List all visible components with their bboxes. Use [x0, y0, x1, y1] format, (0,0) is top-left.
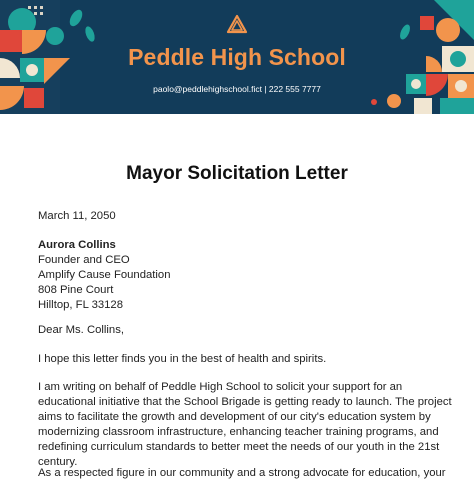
contact-info: paolo@peddlehighschool.fict | 222 555 7777: [153, 84, 321, 94]
paragraph-closing: As a respected figure in our community and a strong advocate for education, your: [38, 467, 446, 479]
salutation: Dear Ms. Collins,: [38, 324, 125, 336]
triangle-knot-logo: [226, 14, 248, 36]
recipient-role: Founder and CEO: [38, 254, 130, 266]
recipient-name: Aurora Collins: [38, 239, 116, 251]
school-name: Peddle High School: [128, 44, 346, 70]
paragraph-greeting: I hope this letter finds you in the best of health and spirits.: [38, 353, 327, 365]
recipient-organization: Amplify Cause Foundation: [38, 269, 171, 281]
recipient-street: 808 Pine Court: [38, 284, 114, 296]
recipient-block: [38, 238, 171, 313]
letter-date: March 11, 2050: [38, 210, 116, 222]
letter-title: Mayor Solicitation Letter: [126, 163, 348, 184]
recipient-city: Hilltop, FL 33128: [38, 299, 123, 311]
paragraph-body: I am writing on behalf of Peddle High School to solicit your support for an educational initiative that the School Brigade is getting ready to launch. The project aims to facilitate the growth and development of our city's education system by modernizing classroom infrastructure, enhancing teacher training programs, and redefining curriculum standards to better meet the needs of our youth in the 21st century.: [38, 381, 452, 468]
letterhead-banner: [0, 0, 474, 114]
